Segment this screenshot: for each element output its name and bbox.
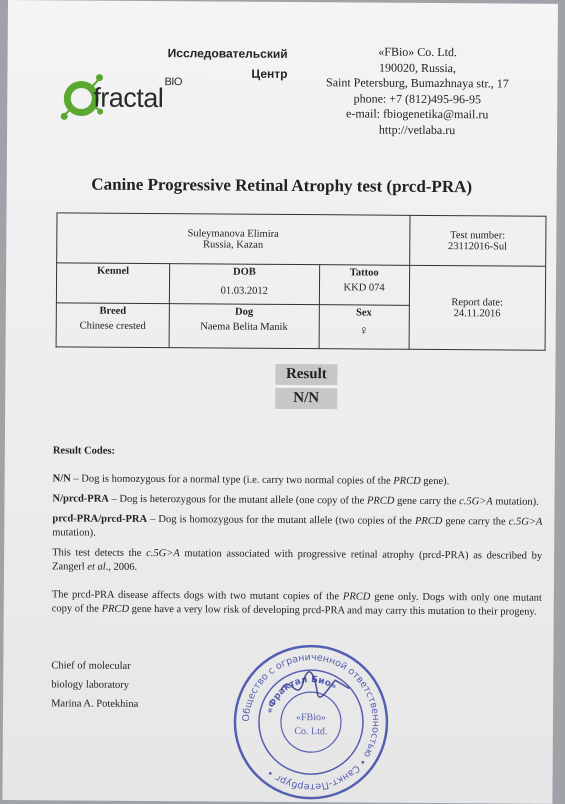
report-date-cell: [409, 265, 546, 350]
code-nn-text: – Dog is homozygous for a normal type (i.e. carry two normal copies of the: [70, 473, 394, 487]
code-normal: [53, 472, 543, 489]
kennel-label: Kennel: [96, 265, 130, 277]
code-nn-text-end: gene).: [420, 475, 450, 488]
code-nn: N/N: [52, 473, 71, 485]
result-label: Result: [275, 364, 337, 385]
address-line: 190020, Russia,: [378, 60, 457, 75]
dog-label: Dog: [235, 306, 254, 318]
code-het-text-end: mutation).: [492, 496, 539, 508]
test-number-label: Test number:: [450, 229, 506, 241]
code-hom: prcd-PRA/prcd-PRA: [52, 513, 148, 525]
owner-name: Suleymanova Elimira: [187, 227, 279, 240]
dob-label: DOB: [232, 266, 256, 278]
gene-name: PRCD: [414, 515, 443, 528]
dog-value: Naema Belita Manik: [200, 321, 288, 333]
gene-name: PRCD: [342, 591, 371, 603]
company-stamp: [230, 642, 391, 803]
result-codes-heading: Result Codes:: [52, 445, 116, 457]
stamp-center-line1: «FBio»: [295, 712, 327, 724]
fractal-bio-logo: [59, 72, 219, 121]
signature-block: [51, 656, 139, 714]
code-hom-text-end: mutation).: [52, 527, 96, 539]
disease-note: [52, 588, 542, 619]
code-hom-text-mid: gene carry the: [442, 516, 509, 528]
gene-name: PRCD: [393, 475, 421, 487]
sex-cell: [319, 305, 409, 350]
dog-cell: [169, 304, 319, 349]
tattoo-value: KKD 074: [343, 282, 385, 294]
address-line: http://vetlaba.ru: [378, 122, 456, 137]
code-het-text-mid: gene carry the: [394, 495, 460, 508]
result-value: N/N: [275, 385, 337, 409]
address-line: Saint Petersburg, Bumazhnaya str., 17: [325, 75, 509, 91]
report-date: 24.11.2016: [453, 307, 501, 319]
disease-text-mid: gene only. Dogs with only one mutant copy of the: [51, 591, 542, 615]
gene-name: PRCD: [366, 495, 395, 507]
kennel-value: [59, 284, 167, 285]
document-title: Canine Progressive Retinal Atrophy test (prcd-PRA): [91, 174, 473, 197]
document-sheet: [2, 0, 558, 804]
code-het: N/prcd-PRA: [52, 493, 109, 505]
info-table: [56, 212, 547, 350]
test-number: 23112016-Sul: [447, 240, 508, 252]
mutation-name: c.5G>A: [508, 516, 543, 528]
dob-cell: [169, 264, 319, 305]
et-al: et al: [87, 561, 106, 573]
owner-location: Russia, Kazan: [203, 238, 264, 251]
dob-value: 01.03.2012: [220, 285, 268, 297]
research-center-line1: Исследовательский: [167, 46, 288, 61]
tattoo-cell: [319, 265, 409, 306]
code-het-text: – Dog is heterozygous for the mutant allele (one copy of the: [108, 493, 368, 507]
detect-text-mid: mutation associated with progressive retinal atrophy (prcd-PRA) as described by Zangerl: [52, 548, 543, 573]
research-center-line2: Центр: [251, 66, 288, 81]
sex-value: ♀: [358, 322, 369, 338]
mutation-name: c.5G>A: [459, 496, 493, 508]
stamp-ring-text: Общество с ограниченной ответственностью • Санкт-Петербург •: [240, 652, 382, 793]
breed-value: Chinese crested: [79, 320, 146, 332]
result-codes: [52, 444, 543, 625]
code-hom-text: – Dog is homozygous for the mutant allele (two copies of the: [147, 513, 416, 527]
report-date-label: Report date:: [451, 296, 504, 308]
kennel-cell: [56, 263, 169, 304]
test-number-cell: [409, 215, 546, 266]
signature-name: Marina A. Potekhina: [51, 698, 139, 710]
disease-text: The prcd-PRA disease affects dogs with two mutant copies of the: [51, 589, 343, 603]
gene-name: PRCD: [101, 603, 130, 615]
logo-wordmark: [93, 76, 182, 115]
detect-text-end: ., 2006.: [105, 561, 138, 573]
code-homozygous: [52, 512, 542, 543]
result-box: [275, 364, 337, 409]
signature-line2: biology laboratory: [51, 679, 130, 691]
stamp-inner-text: «Фрактал Био»: [264, 675, 339, 715]
breed-label: Breed: [99, 305, 127, 317]
owner-cell: [57, 213, 410, 265]
detect-text: This test detects the: [52, 547, 147, 559]
detection-note: [52, 546, 542, 577]
company-address: [297, 44, 538, 139]
address-line: phone: +7 (812)495-96-95: [353, 90, 482, 106]
tattoo-label: Tattoo: [349, 267, 379, 279]
code-heterozygous: [52, 492, 542, 509]
address-line: e-mail: fbiogenetika@mail.ru: [345, 106, 489, 122]
mutation-name: c.5G>A: [146, 547, 180, 560]
logo-text: fractal: [93, 82, 164, 114]
disease-text-end: gene have a very low risk of developing prcd-PRA and may carry this mutation to their progeny.: [129, 603, 537, 618]
breed-cell: [56, 303, 169, 348]
address-line: «FBio» Co. Ltd.: [378, 44, 458, 60]
logo-superscript: BIO: [164, 76, 182, 89]
signature-line1: Chief of molecular: [51, 660, 131, 672]
stamp-center-line2: Co. Ltd.: [294, 726, 328, 738]
sex-label: Sex: [356, 307, 372, 319]
